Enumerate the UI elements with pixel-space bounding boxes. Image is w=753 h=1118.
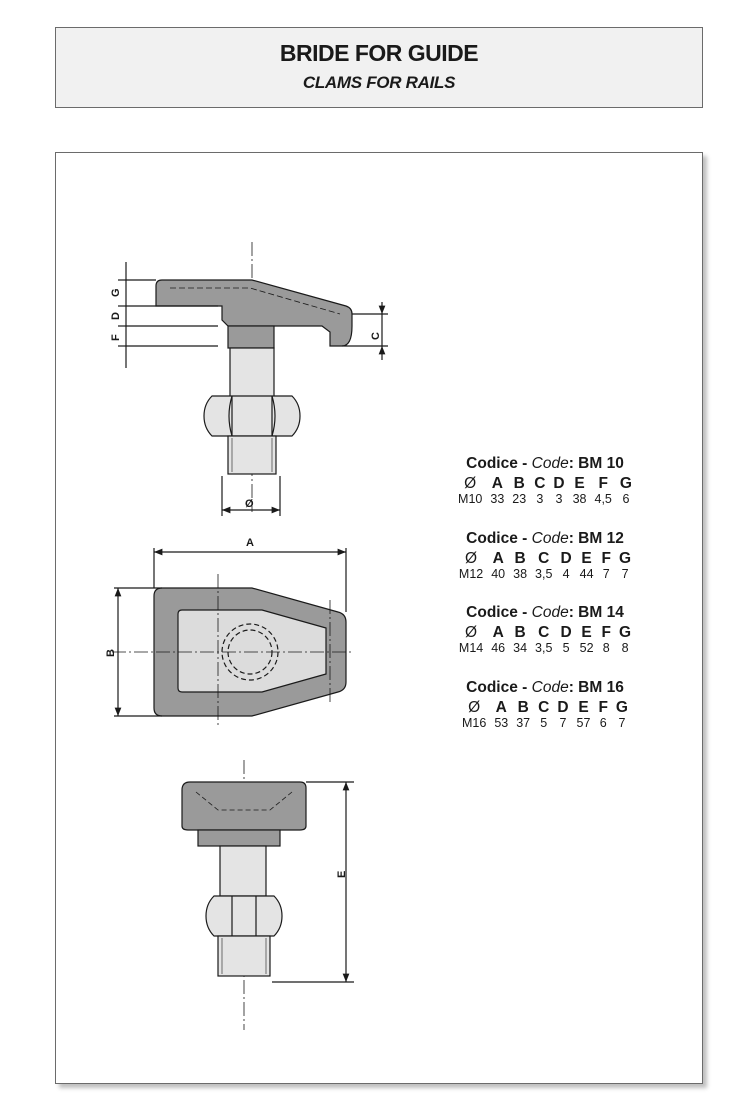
spec-column-header: D [557, 699, 569, 716]
spec-value: 7 [621, 567, 629, 581]
spec-column-header: Ø [465, 624, 478, 641]
clamp-front-body [182, 782, 306, 830]
dim-label-b: B [105, 649, 117, 657]
code-separator: - [517, 604, 532, 621]
spec-column-header: C [538, 624, 550, 641]
code-label-en: Code [531, 455, 569, 472]
spec-block [415, 679, 675, 731]
spec-column-header: A [492, 624, 504, 641]
code-separator: - [517, 679, 532, 696]
spec-column-header: C [538, 550, 550, 567]
spec-value: 7 [559, 716, 567, 730]
spec-value: 23 [512, 492, 527, 506]
spec-column-header: G [619, 624, 632, 641]
spec-column-header: F [601, 624, 612, 641]
table-row [454, 492, 636, 507]
table-row [458, 716, 632, 731]
spec-column-header: F [601, 550, 612, 567]
code-label-en: Code [531, 604, 569, 621]
spec-code-line: Codice - Code: BM 12 [466, 530, 624, 547]
spec-column-header: F [598, 475, 608, 492]
spec-value: M16 [462, 716, 487, 730]
spec-table [455, 550, 635, 582]
spec-table [458, 699, 632, 731]
spec-value: M14 [458, 641, 484, 655]
spec-value: 6 [622, 492, 630, 506]
spec-column-header: A [491, 475, 503, 492]
spec-column-header: G [619, 550, 632, 567]
spec-value: 8 [621, 641, 629, 655]
front-view [182, 760, 354, 1030]
spec-value: M12 [458, 567, 484, 581]
spec-column-header: B [513, 475, 525, 492]
spec-code-line: Codice - Code: BM 16 [466, 679, 624, 696]
spec-value: 33 [490, 492, 505, 506]
spec-column-header: G [615, 699, 628, 716]
spec-value: 4 [562, 567, 570, 581]
hex-nut [204, 396, 300, 436]
front-hex-nut [206, 896, 282, 936]
spec-value: 34 [513, 641, 528, 655]
spec-value: 3 [536, 492, 544, 506]
table-row [455, 641, 635, 656]
spec-value: 38 [572, 492, 587, 506]
spec-column-header: A [492, 550, 504, 567]
spec-value: 53 [494, 716, 509, 730]
spec-column-header: D [560, 550, 572, 567]
dim-label-e: E [336, 870, 348, 878]
spec-value: 44 [579, 567, 594, 581]
spec-value: 5 [540, 716, 548, 730]
spec-table [455, 624, 635, 656]
bolt-shank [230, 348, 274, 398]
spec-table [454, 475, 636, 507]
spec-value: 37 [516, 716, 531, 730]
product-code: BM 10 [578, 455, 624, 472]
dim-label-c: C [370, 332, 382, 340]
code-label: Codice [466, 455, 518, 472]
code-separator: - [517, 455, 532, 472]
front-view-labels [336, 871, 348, 878]
side-view [118, 242, 388, 516]
spec-column-header: E [578, 699, 589, 716]
spec-value: M10 [458, 492, 483, 506]
dim-label-a: A [246, 537, 254, 549]
spec-value: 8 [602, 641, 610, 655]
top-view [112, 548, 352, 726]
product-code: BM 14 [578, 604, 624, 621]
code-label: Codice [466, 530, 518, 547]
spec-column-header: Ø [464, 475, 477, 492]
code-label: Codice [466, 679, 518, 696]
spec-value: 7 [618, 716, 626, 730]
spec-value: 4,5 [594, 492, 612, 506]
spec-column-header: E [574, 475, 585, 492]
spec-value: 40 [491, 567, 506, 581]
spec-value: 46 [491, 641, 506, 655]
spec-value: 7 [602, 567, 610, 581]
product-code: BM 12 [578, 530, 624, 547]
spec-value: 38 [513, 567, 528, 581]
code-label: Codice [466, 604, 518, 621]
spec-code-line: Codice - Code: BM 10 [466, 455, 624, 472]
spec-value: 52 [579, 641, 594, 655]
spec-code-line: Codice - Code: BM 14 [466, 604, 624, 621]
spec-value: 3,5 [535, 567, 553, 581]
page-title: BRIDE FOR GUIDE [279, 40, 479, 66]
spec-block [415, 604, 675, 656]
spec-column-header: A [495, 699, 507, 716]
spec-column-header: C [538, 699, 550, 716]
spec-column-header: B [514, 550, 526, 567]
spec-column-header: Ø [465, 550, 478, 567]
spec-column-header: F [598, 699, 608, 716]
spec-value: 57 [576, 716, 591, 730]
spec-value: 6 [599, 716, 607, 730]
spec-column-header: D [560, 624, 572, 641]
code-label-en: Code [531, 679, 569, 696]
spec-column-header: E [581, 624, 592, 641]
dim-label-f: F [110, 334, 122, 341]
code-label-en: Code [531, 530, 569, 547]
spec-value: 3,5 [535, 641, 553, 655]
spec-column-header: Ø [468, 699, 481, 716]
table-row [455, 567, 635, 582]
spec-column-header: B [514, 624, 526, 641]
spec-block [415, 455, 675, 507]
spec-value: 5 [562, 641, 570, 655]
spec-column-header: B [517, 699, 529, 716]
spec-block [415, 530, 675, 582]
spec-column-header: D [553, 475, 565, 492]
spec-column-header: E [581, 550, 592, 567]
product-code: BM 16 [578, 679, 624, 696]
front-bolt-shank [220, 846, 266, 896]
dim-label-diameter: Ø [245, 498, 254, 510]
spec-value: 3 [555, 492, 563, 506]
spec-column-header: G [619, 475, 632, 492]
dim-label-g: G [110, 288, 122, 297]
page-subtitle: CLAMS FOR RAILS [302, 73, 456, 92]
spec-column-header: C [534, 475, 546, 492]
code-separator: - [517, 530, 532, 547]
dim-label-d: D [110, 312, 122, 320]
